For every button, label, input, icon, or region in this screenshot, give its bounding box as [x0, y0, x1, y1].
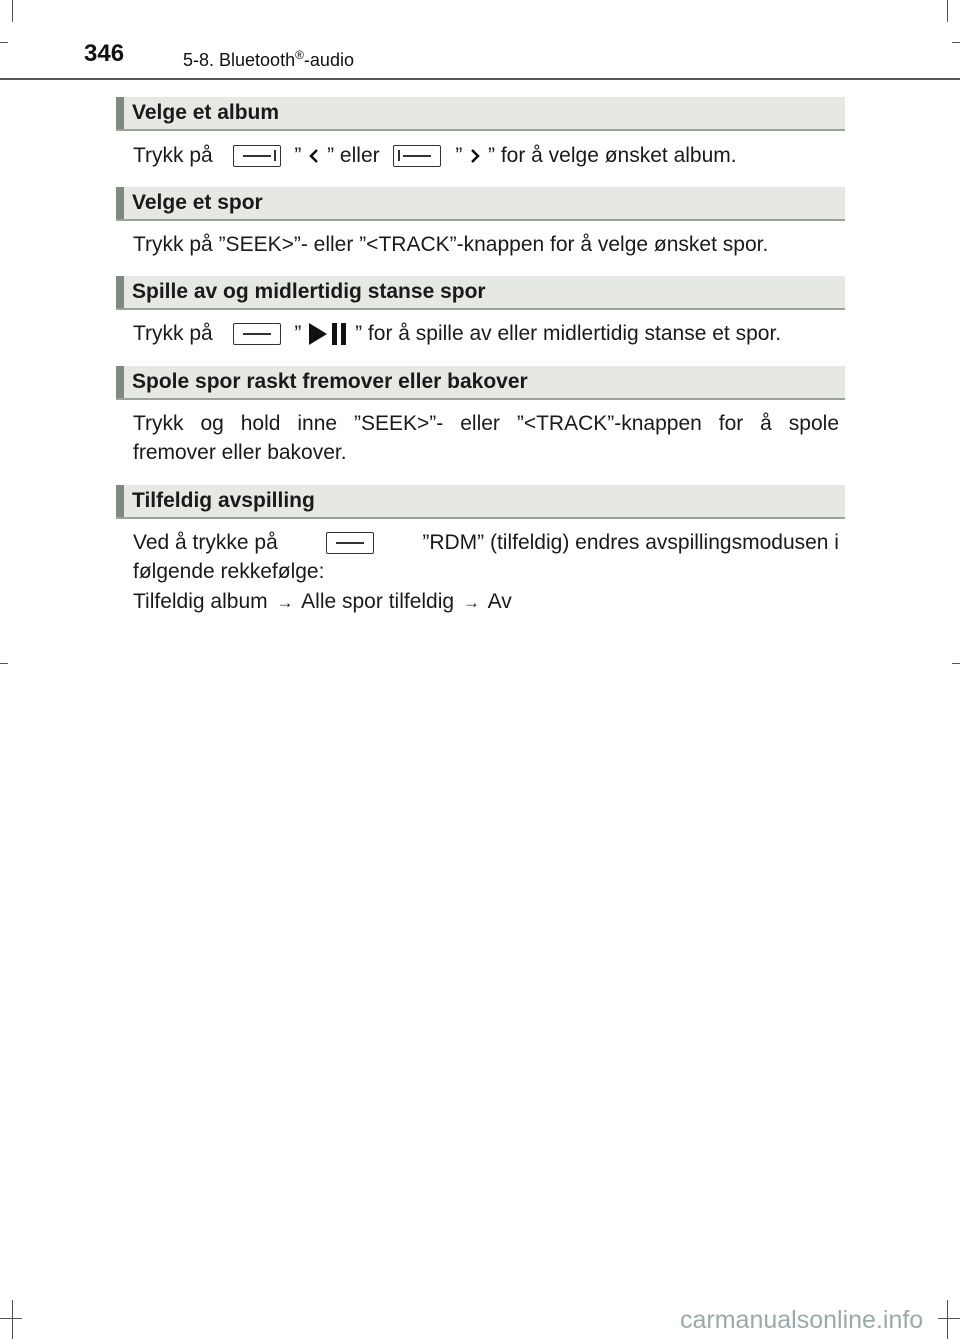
section-heading-track: Velge et spor	[116, 187, 845, 221]
steering-switch-button	[233, 145, 281, 167]
paragraph-seek-line-2: fremover eller bakover.	[133, 441, 347, 464]
section-heading-album: Velge et album	[116, 97, 845, 131]
paragraph-track: Trykk på ”SEEK>”- eller ”<TRACK”-knappen for å velge ønsket spor.	[133, 233, 769, 256]
steering-switch-button	[326, 532, 374, 554]
section-heading-random: Tilfeldig avspilling	[116, 485, 845, 519]
paragraph-play-pause: Trykk på ” ” for å spille av eller midlertidig stanse et spor.	[133, 319, 839, 348]
play-pause-icon	[307, 321, 349, 347]
section-heading-seek: Spole spor raskt fremover eller bakover	[116, 366, 845, 400]
crop-mark	[938, 1318, 960, 1319]
chevron-right-icon	[468, 148, 482, 164]
crop-mark	[947, 1300, 948, 1339]
chevron-left-icon	[307, 148, 321, 164]
random-sequence: Tilfeldig album → Alle spor tilfeldig → Av	[133, 590, 512, 613]
section-heading-play-pause: Spille av og midlertidig stanse spor	[116, 276, 845, 310]
steering-switch-button	[233, 323, 281, 345]
steering-switch-button	[393, 145, 441, 167]
crop-mark	[0, 1318, 22, 1319]
header-divider	[0, 78, 960, 80]
arrow-right-icon: →	[276, 593, 294, 612]
paragraph-album: Trykk på ” ” eller ” ” for å velge ønsket album.	[133, 144, 737, 167]
page-header	[0, 0, 960, 80]
paragraph-random-line-2: følgende rekkefølge:	[133, 560, 325, 583]
crop-mark	[0, 663, 8, 664]
arrow-right-icon: →	[462, 593, 480, 612]
crop-mark	[12, 1300, 13, 1339]
paragraph-seek-line-1: Trykk og hold inne ”SEEK>”- eller ”<TRACK”-knappen for å spole	[133, 412, 839, 435]
paragraph-random-line-1: Ved å trykke på ”RDM” (tilfeldig) endres avspillingsmodusen i	[133, 531, 839, 554]
watermark: carmanualsonline.info	[680, 1306, 924, 1334]
chapter-title: 5-8. Bluetooth®-audio	[183, 48, 354, 70]
crop-mark	[952, 663, 960, 664]
page-number: 346	[84, 40, 125, 67]
